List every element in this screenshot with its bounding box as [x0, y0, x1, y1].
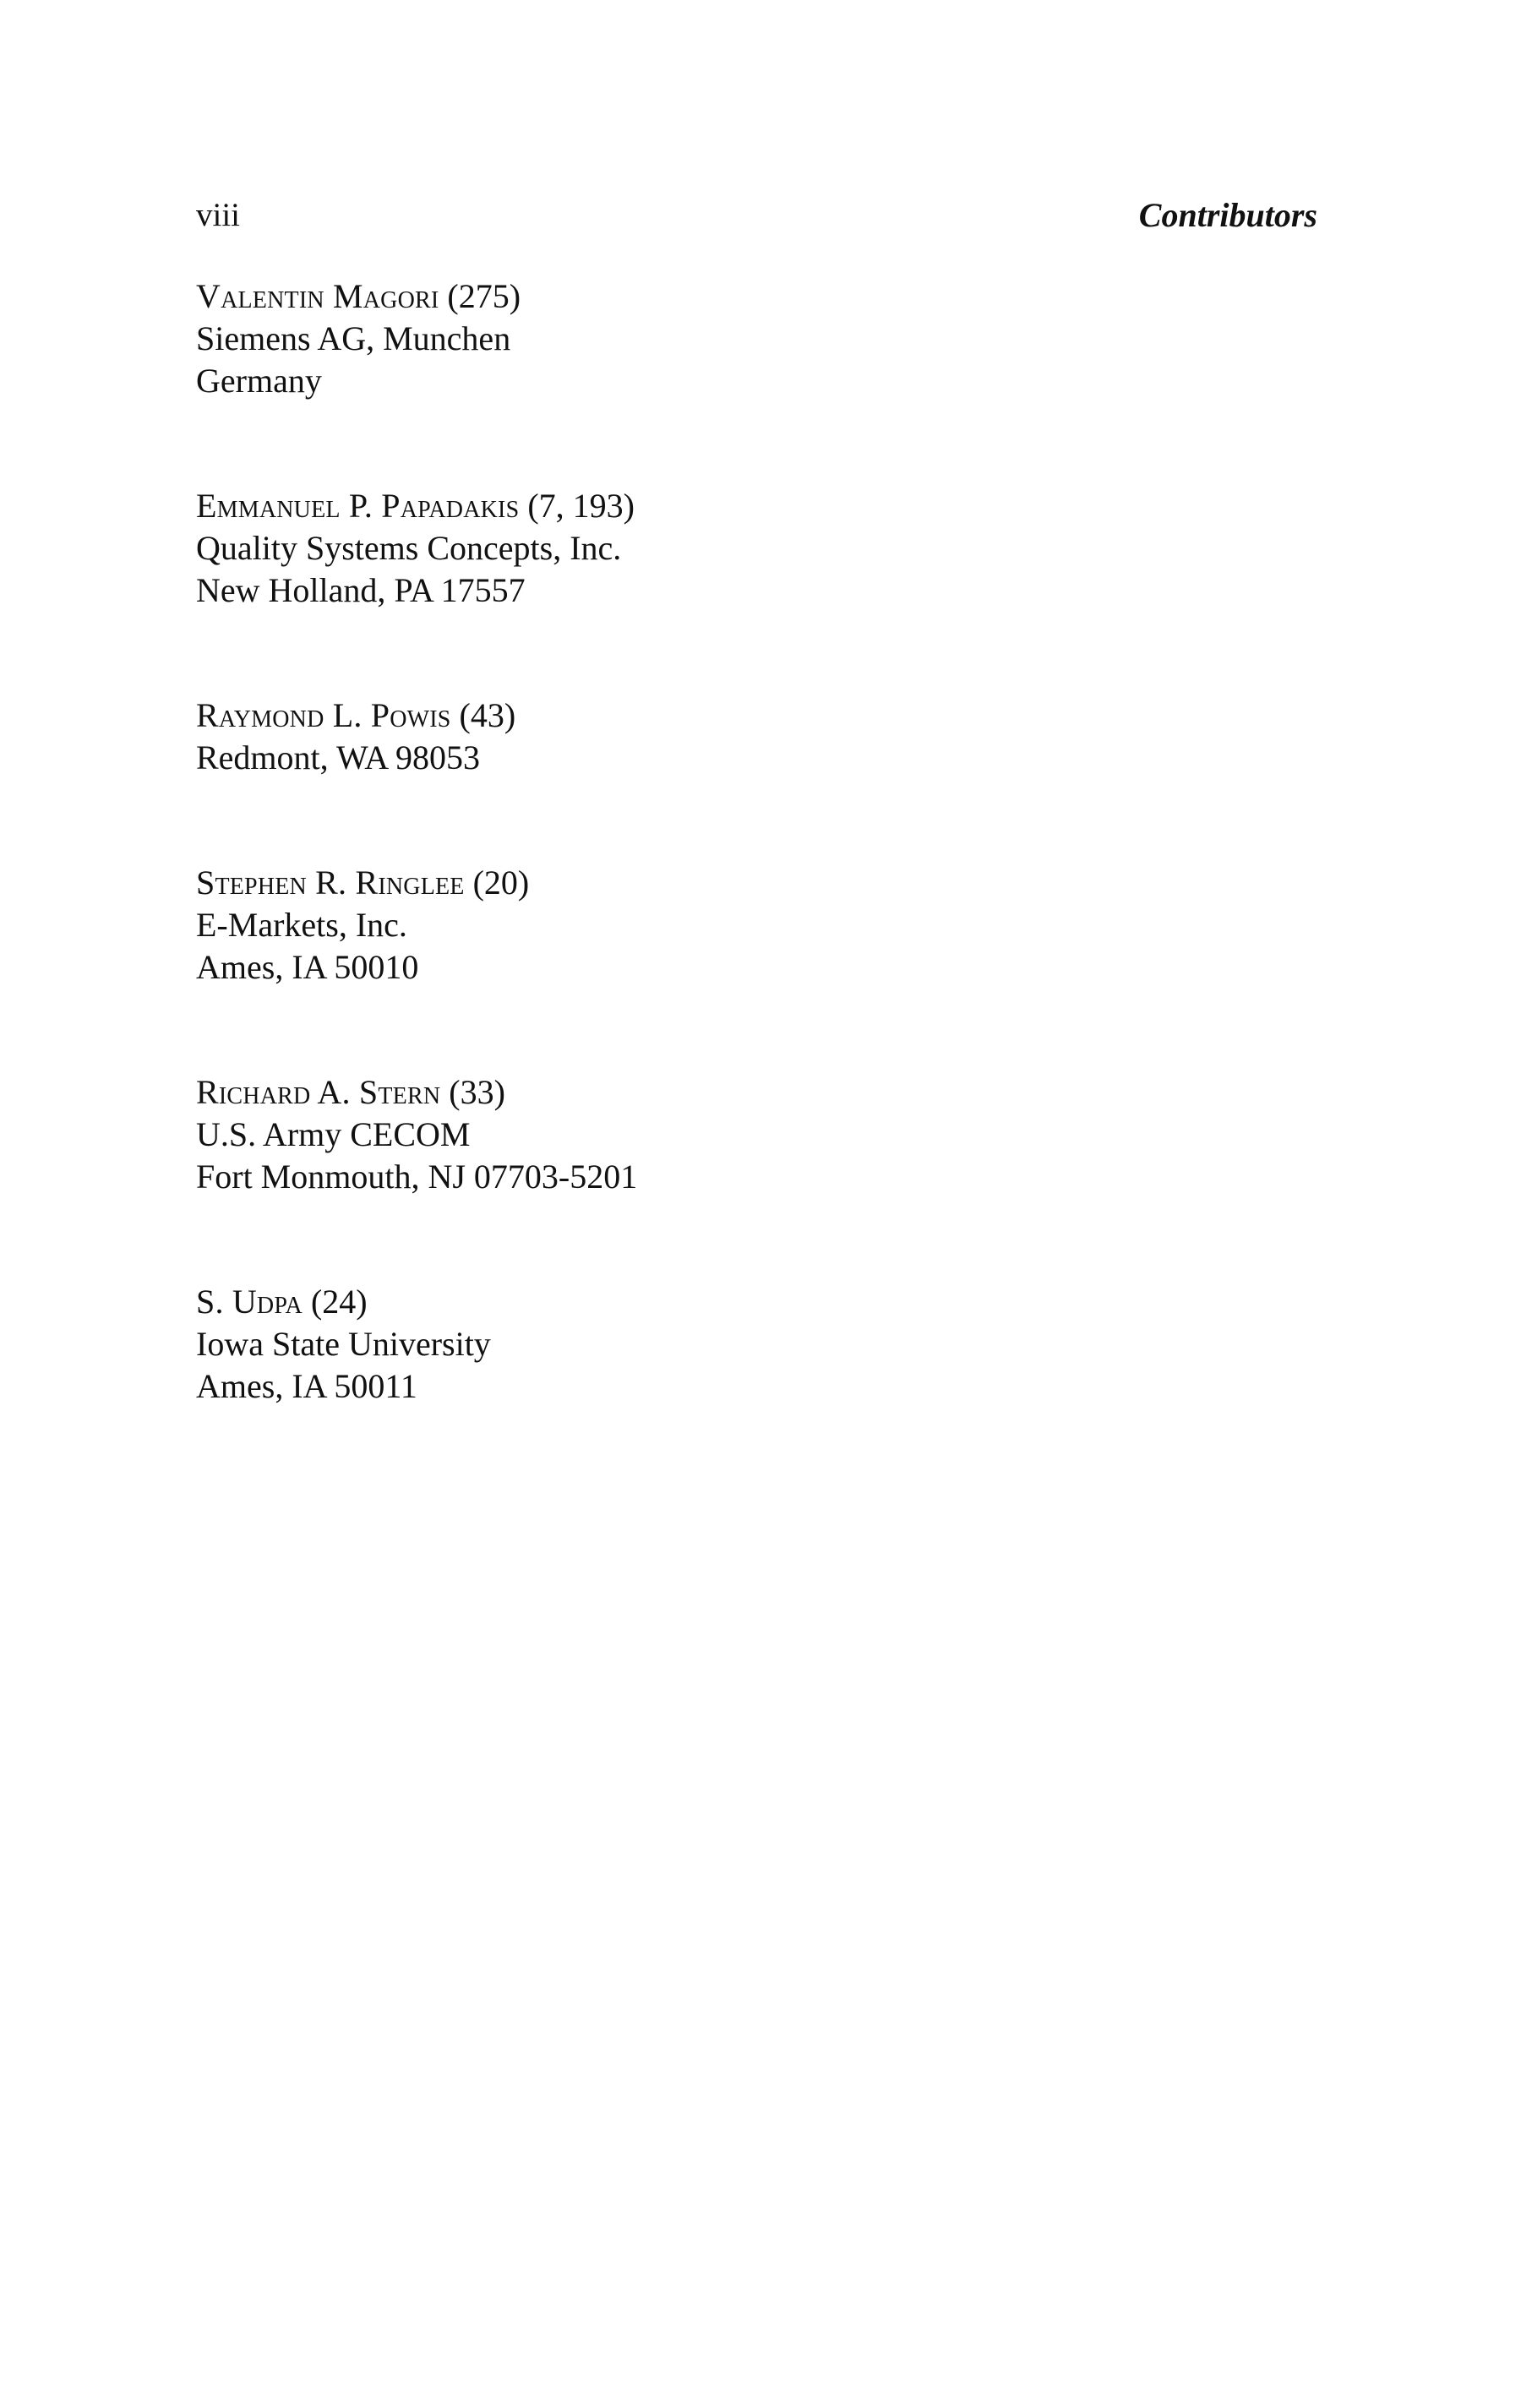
affiliation-line: Quality Systems Concepts, Inc. [196, 529, 622, 567]
contributor-heading [196, 695, 1126, 737]
contributor-name: Stephen R. Ringlee [196, 864, 465, 902]
contributor-entry [196, 1281, 1126, 1408]
contributor-entry [196, 485, 1126, 612]
contributor-entry [196, 275, 1126, 402]
contributor-entry [196, 1071, 1126, 1198]
affiliation-line: Redmont, WA 98053 [196, 738, 480, 776]
affiliation-line: U.S. Army CECOM [196, 1115, 471, 1153]
contributor-heading [196, 485, 1126, 527]
contributor-name: S. Udpa [196, 1283, 303, 1321]
affiliation-line: E-Markets, Inc. [196, 906, 407, 944]
contributor-pages: (7, 193) [527, 487, 635, 525]
section-title: Contributors [1138, 196, 1317, 234]
page-number: viii [196, 197, 241, 233]
contributor-name: Raymond L. Powis [196, 696, 451, 734]
affiliation-line: New Holland, PA 17557 [196, 571, 526, 609]
contributor-entry [196, 695, 1126, 779]
affiliation-line: Ames, IA 50011 [196, 1367, 417, 1405]
running-head [196, 193, 1317, 243]
contributor-heading [196, 275, 1126, 318]
contributor-pages: (33) [449, 1073, 505, 1111]
contributor-heading [196, 1281, 1126, 1323]
contributor-name: Emmanuel P. Papadakis [196, 487, 520, 525]
contributor-pages: (43) [459, 696, 516, 734]
contributor-heading [196, 862, 1126, 904]
affiliation-line: Ames, IA 50010 [196, 948, 419, 986]
affiliation-line: Fort Monmouth, NJ 07703-5201 [196, 1158, 638, 1196]
contributor-list [196, 275, 1126, 1490]
contributor-heading [196, 1071, 1126, 1114]
contributor-name: Valentin Magori [196, 277, 439, 315]
contributor-pages: (275) [447, 277, 521, 315]
affiliation-line: Iowa State University [196, 1325, 491, 1363]
affiliation-line: Germany [196, 362, 322, 400]
contributor-pages: (24) [310, 1283, 368, 1321]
contributor-name: Richard A. Stern [196, 1073, 441, 1111]
affiliation-line: Siemens AG, Munchen [196, 319, 511, 357]
contributor-pages: (20) [472, 864, 530, 902]
contributor-entry [196, 862, 1126, 989]
